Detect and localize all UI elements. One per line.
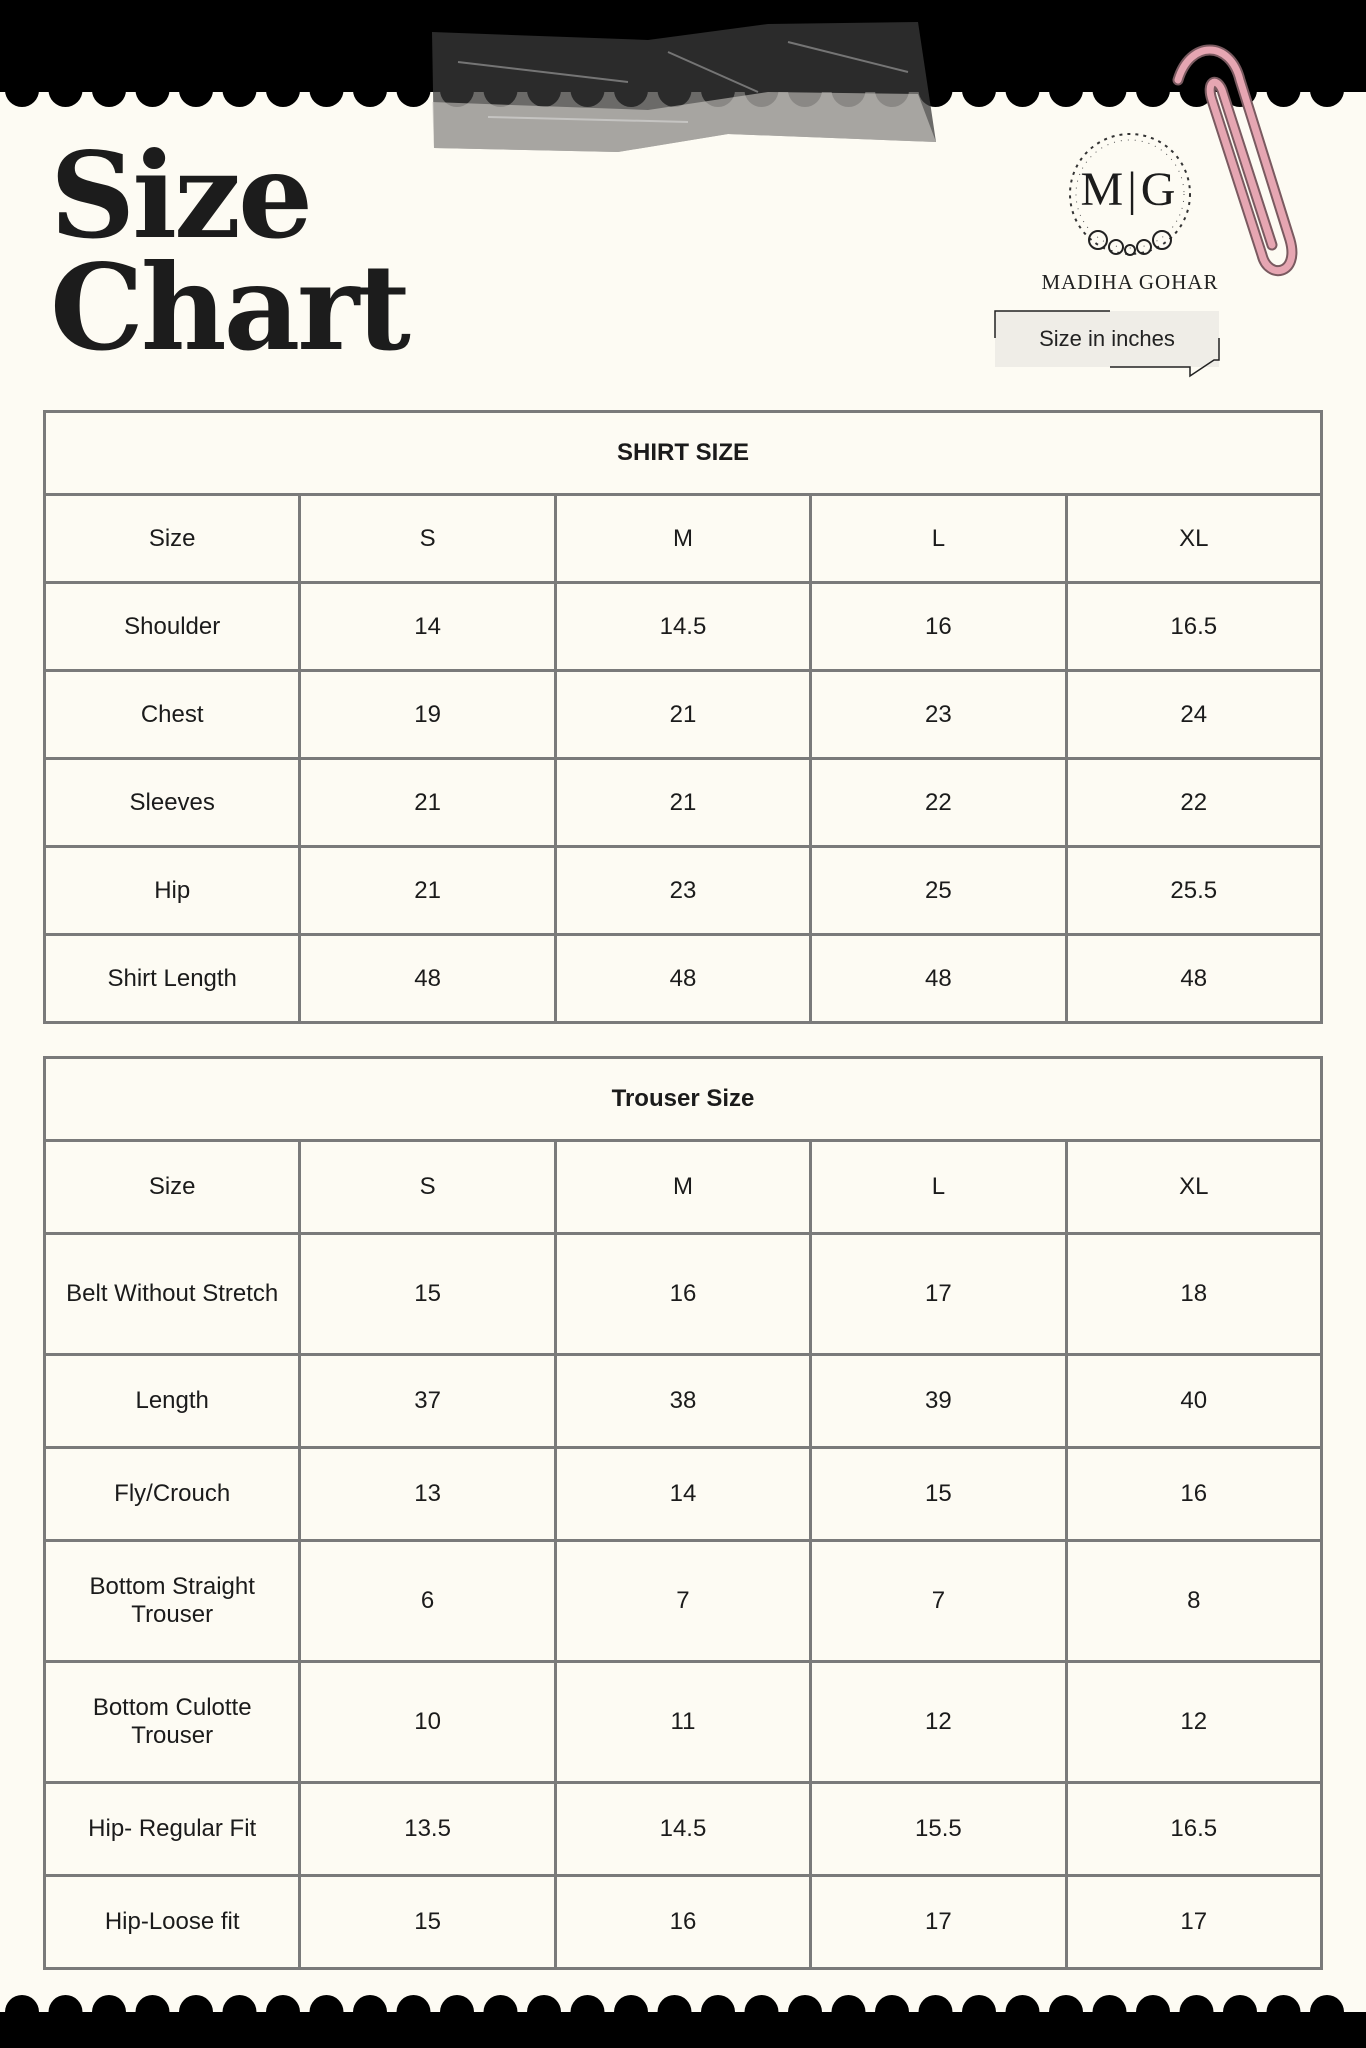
shirt-table-heading: SHIRT SIZE (45, 412, 1322, 495)
column-header: M (555, 495, 810, 583)
table-row (45, 1783, 1322, 1876)
scallop-dot (1049, 82, 1083, 107)
trouser-size-table (43, 1056, 1323, 1970)
scallop-dot (1093, 82, 1127, 107)
shirt-header-row (45, 495, 1322, 583)
table-cell: 14.5 (555, 583, 810, 671)
table-cell: 17 (811, 1876, 1066, 1969)
trouser-header-row (45, 1141, 1322, 1234)
table-cell: 7 (811, 1541, 1066, 1662)
table-cell: 21 (555, 759, 810, 847)
table-cell: 18 (1066, 1234, 1321, 1355)
table-row (45, 671, 1322, 759)
shirt-caption-row (45, 412, 1322, 495)
title-line-size: Size (50, 126, 311, 265)
table-cell: 16 (811, 583, 1066, 671)
table-cell: 14 (300, 583, 555, 671)
table-cell: 7 (555, 1541, 810, 1662)
scallop-dot (179, 82, 213, 107)
table-cell: 13.5 (300, 1783, 555, 1876)
table-cell: 12 (811, 1662, 1066, 1783)
bottom-border-band (0, 2012, 1366, 2048)
row-label: Hip- Regular Fit (45, 1783, 300, 1876)
column-header: L (811, 1141, 1066, 1234)
scallop-dot (1310, 82, 1344, 107)
table-cell: 24 (1066, 671, 1321, 759)
column-header: L (811, 495, 1066, 583)
table-cell: 16.5 (1066, 1783, 1321, 1876)
table-cell: 15 (300, 1234, 555, 1355)
table-cell: 23 (555, 847, 810, 935)
column-header: Size (45, 495, 300, 583)
table-cell: 17 (1066, 1876, 1321, 1969)
table-cell: 22 (1066, 759, 1321, 847)
table-cell: 17 (811, 1234, 1066, 1355)
table-cell: 6 (300, 1541, 555, 1662)
title-line-chart: Chart (50, 238, 408, 377)
table-row (45, 1355, 1322, 1448)
brand-monogram: M|G (1080, 163, 1180, 216)
scallop-dot (223, 82, 257, 107)
scallop-dot (92, 82, 126, 107)
row-label: Hip-Loose fit (45, 1876, 300, 1969)
table-cell: 13 (300, 1448, 555, 1541)
scallop-dot (136, 82, 170, 107)
row-label: Belt Without Stretch (45, 1234, 300, 1355)
row-label: Shirt Length (45, 935, 300, 1023)
table-cell: 8 (1066, 1541, 1321, 1662)
table-cell: 16.5 (1066, 583, 1321, 671)
table-cell: 40 (1066, 1355, 1321, 1448)
table-cell: 16 (555, 1234, 810, 1355)
table-row (45, 1876, 1322, 1969)
table-row (45, 847, 1322, 935)
column-header: S (300, 1141, 555, 1234)
table-cell: 21 (300, 759, 555, 847)
table-row (45, 1448, 1322, 1541)
table-cell: 10 (300, 1662, 555, 1783)
row-label: Length (45, 1355, 300, 1448)
table-cell: 23 (811, 671, 1066, 759)
scallop-dot (266, 82, 300, 107)
table-cell: 21 (300, 847, 555, 935)
table-cell: 25 (811, 847, 1066, 935)
table-cell: 15 (300, 1876, 555, 1969)
table-cell: 14.5 (555, 1783, 810, 1876)
row-label: Hip (45, 847, 300, 935)
table-cell: 39 (811, 1355, 1066, 1448)
table-row (45, 1234, 1322, 1355)
table-cell: 14 (555, 1448, 810, 1541)
table-cell: 16 (1066, 1448, 1321, 1541)
column-header: Size (45, 1141, 300, 1234)
table-cell: 21 (555, 671, 810, 759)
row-label: Bottom Culotte Trouser (45, 1662, 300, 1783)
page-title (50, 126, 408, 377)
table-cell: 22 (811, 759, 1066, 847)
note-text: Size in inches (1039, 326, 1175, 351)
scallop-dot (5, 82, 39, 107)
scallop-dot (1006, 82, 1040, 107)
table-row (45, 583, 1322, 671)
column-header: XL (1066, 495, 1321, 583)
table-row (45, 759, 1322, 847)
table-row (45, 1662, 1322, 1783)
table-cell: 37 (300, 1355, 555, 1448)
table-cell: 48 (300, 935, 555, 1023)
table-cell: 48 (555, 935, 810, 1023)
scallop-dot (353, 82, 387, 107)
table-cell: 15.5 (811, 1783, 1066, 1876)
table-cell: 11 (555, 1662, 810, 1783)
table-cell: 12 (1066, 1662, 1321, 1783)
row-label: Fly/Crouch (45, 1448, 300, 1541)
scallop-dot (49, 82, 83, 107)
table-cell: 48 (1066, 935, 1321, 1023)
table-row (45, 1541, 1322, 1662)
brand-name: MADIHA GOHAR (1041, 270, 1219, 294)
row-label: Shoulder (45, 583, 300, 671)
column-header: S (300, 495, 555, 583)
scallop-dot (397, 82, 431, 107)
column-header: M (555, 1141, 810, 1234)
brand-logo (1030, 132, 1230, 302)
trouser-table-heading: Trouser Size (45, 1058, 1322, 1141)
row-label: Sleeves (45, 759, 300, 847)
row-label: Bottom Straight Trouser (45, 1541, 300, 1662)
shirt-size-table (43, 410, 1323, 1024)
units-note (990, 308, 1230, 386)
row-label: Chest (45, 671, 300, 759)
table-cell: 15 (811, 1448, 1066, 1541)
scallop-dot (962, 82, 996, 107)
table-row (45, 935, 1322, 1023)
tape-decoration (428, 22, 938, 152)
column-header: XL (1066, 1141, 1321, 1234)
table-cell: 19 (300, 671, 555, 759)
table-cell: 25.5 (1066, 847, 1321, 935)
scallop-dot (310, 82, 344, 107)
table-cell: 38 (555, 1355, 810, 1448)
table-cell: 16 (555, 1876, 810, 1969)
table-cell: 48 (811, 935, 1066, 1023)
trouser-caption-row (45, 1058, 1322, 1141)
